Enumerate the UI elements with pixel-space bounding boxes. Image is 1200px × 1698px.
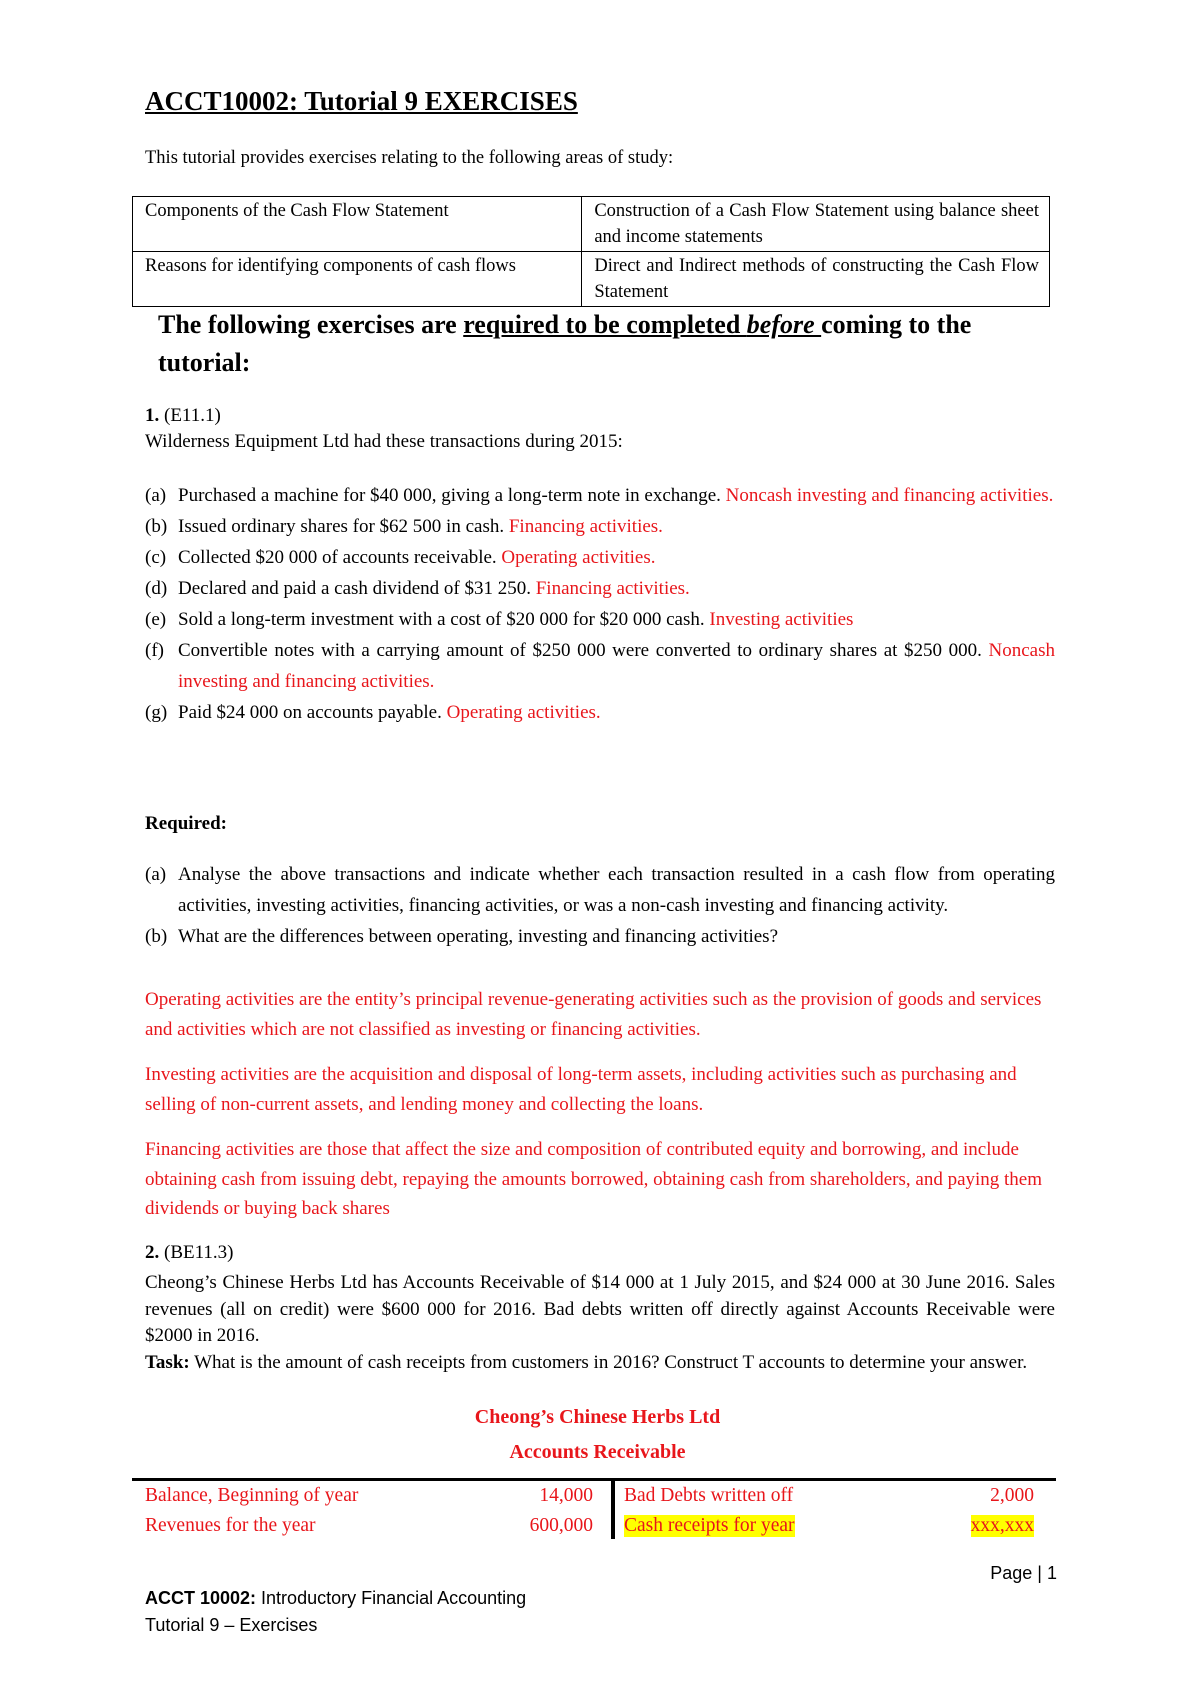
footer-tutorial: Tutorial 9 – Exercises bbox=[145, 1615, 318, 1635]
list-item: (b) Issued ordinary shares for $62 500 in cash. Financing activities. bbox=[145, 516, 663, 537]
list-item: (d) Declared and paid a cash dividend of $31 250. Financing activities. bbox=[145, 578, 690, 599]
question-2-heading: 2. (BE11.3) bbox=[145, 1242, 234, 1263]
question-1-heading: 1. (E11.1) bbox=[145, 405, 221, 426]
required-notice: The following exercises are required to be completed before coming to the tutorial: bbox=[158, 310, 972, 377]
list-item: (c) Collected $20 000 of accounts receivable. Operating activities. bbox=[145, 547, 656, 568]
credit-amount: xxx,xxx bbox=[970, 1515, 1034, 1536]
debit-amount: 14,000 bbox=[539, 1485, 593, 1506]
table-row bbox=[133, 252, 1050, 307]
study-areas-table bbox=[132, 196, 1050, 307]
footer-course: ACCT 10002: Introductory Financial Accounting bbox=[145, 1588, 527, 1608]
table-cell: Construction of a Cash Flow Statement using balance sheet and income statements bbox=[582, 197, 1050, 252]
question-2-stem: Cheong’s Chinese Herbs Ltd has Accounts Receivable of $14 000 at 1 July 2015, and $24 000 at 30 June 2016. Sales revenues (all on credit) were $600 000 for 2016. Bad debts written off directly against Accounts Receivable were $2000 in 2016. Task: What is the amount of cash receipts from customers in 2016? Construct T accounts to determine your answer. bbox=[145, 1272, 1055, 1373]
list-item: (b) What are the differences between operating, investing and financing activities? bbox=[145, 926, 779, 947]
intro-text: This tutorial provides exercises relating to the following areas of study: bbox=[145, 148, 674, 168]
table-cell: Components of the Cash Flow Statement bbox=[133, 197, 582, 252]
table-cell: Direct and Indirect methods of constructing the Cash Flow Statement bbox=[582, 252, 1050, 307]
answer-investing: Investing activities are the acquisition and disposal of long-term assets, including activities such as purchasing and selling of non-current assets, and lending money and collecting the loans. bbox=[145, 1064, 1017, 1115]
table-row bbox=[133, 197, 1050, 252]
question-1-stem: Wilderness Equipment Ltd had these transactions during 2015: bbox=[145, 431, 623, 452]
debit-amount: 600,000 bbox=[529, 1515, 593, 1536]
table-cell: Reasons for identifying components of cash flows bbox=[133, 252, 582, 307]
list-item: (f) Convertible notes with a carrying amount of $250 000 were converted to ordinary shares at $250 000. Noncash investing and financing activities. bbox=[145, 640, 1055, 692]
company-name: Cheong’s Chinese Herbs Ltd bbox=[474, 1406, 721, 1428]
answer-financing: Financing activities are those that affect the size and composition of contributed equity and borrowing, and include obtaining cash from issuing debt, repaying the amounts borrowed, obtaining cash from shareholders, and paying them dividends or buying back shares bbox=[145, 1139, 1043, 1219]
required-label: Required: bbox=[145, 813, 227, 834]
list-item: (a) Analyse the above transactions and indicate whether each transaction resulted in a cash flow from operating activities, investing activities, financing activities, or was a non-cash investing and financing activity. bbox=[145, 864, 1055, 916]
list-item: (a) Purchased a machine for $40 000, giving a long-term note in exchange. Noncash investing and financing activities. bbox=[145, 485, 1054, 506]
debit-label: Revenues for the year bbox=[145, 1515, 316, 1536]
answer-operating: Operating activities are the entity’s principal revenue-generating activities such as the provision of goods and services and activities which are not classified as investing or financing activities. bbox=[145, 989, 1042, 1040]
account-name: Accounts Receivable bbox=[509, 1441, 686, 1463]
t-account bbox=[132, 1478, 1056, 1536]
transaction-list bbox=[145, 480, 1055, 728]
page-number: Page | 1 bbox=[990, 1563, 1057, 1583]
credit-amount: 2,000 bbox=[990, 1485, 1034, 1506]
list-item: (g) Paid $24 000 on accounts payable. Operating activities. bbox=[145, 702, 601, 723]
list-item: (e) Sold a long-term investment with a cost of $20 000 for $20 000 cash. Investing activities bbox=[145, 609, 854, 630]
document-title: ACCT10002: Tutorial 9 EXERCISES bbox=[145, 86, 578, 116]
required-list bbox=[145, 859, 1055, 952]
credit-label: Cash receipts for year bbox=[624, 1515, 795, 1536]
t-account-divider bbox=[611, 1481, 615, 1539]
credit-label: Bad Debts written off bbox=[624, 1485, 794, 1506]
debit-label: Balance, Beginning of year bbox=[145, 1485, 359, 1506]
